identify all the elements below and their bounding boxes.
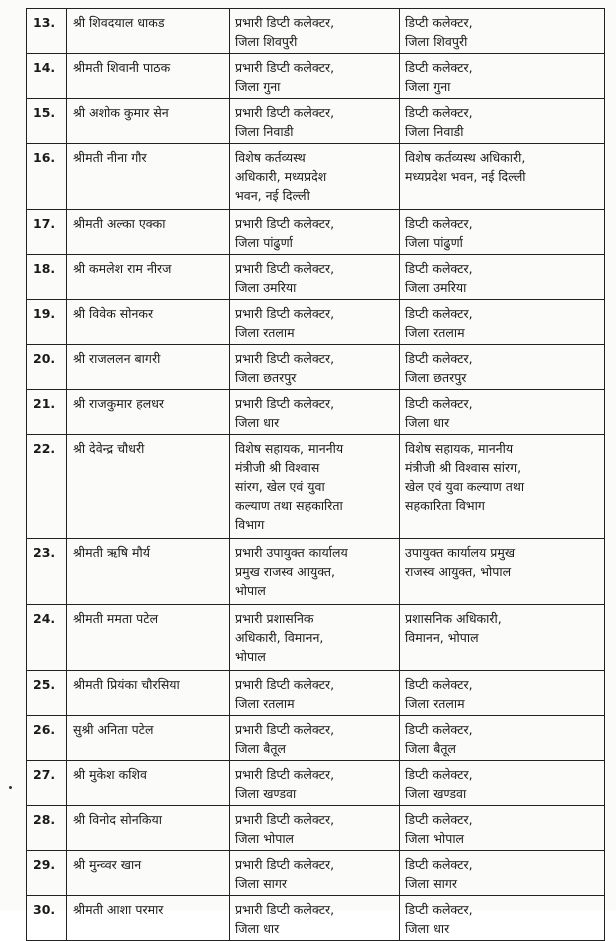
serial-number-cell: 15.	[27, 99, 67, 144]
officer-name-cell: श्रीमती आशा परमार	[67, 896, 230, 941]
officer-name-cell: श्री विनोद सोनकिया	[67, 806, 230, 851]
new-posting-cell: डिप्टी कलेक्टर, जिला बैतूल	[400, 716, 605, 761]
table-row	[27, 851, 605, 896]
posting-table	[26, 8, 605, 941]
new-posting-cell: डिप्टी कलेक्टर, जिला निवाडी	[400, 99, 605, 144]
officer-name-cell: श्रीमती नीना गौर	[67, 144, 230, 210]
current-posting-cell: प्रभारी उपायुक्त कार्यालय प्रमुख राजस्व आयुक्त, भोपाल	[230, 539, 400, 605]
officer-name-cell: श्री मुकेश कशिव	[67, 761, 230, 806]
serial-number-cell: 18.	[27, 255, 67, 300]
officer-name-cell: सुश्री अनिता पटेल	[67, 716, 230, 761]
new-posting-cell: डिप्टी कलेक्टर, जिला धार	[400, 896, 605, 941]
table-row	[27, 210, 605, 255]
new-posting-cell: डिप्टी कलेक्टर, जिला उमरिया	[400, 255, 605, 300]
current-posting-cell: प्रभारी डिप्टी कलेक्टर, जिला रतलाम	[230, 671, 400, 716]
current-posting-cell: प्रभारी डिप्टी कलेक्टर, जिला धार	[230, 390, 400, 435]
new-posting-cell: विशेष सहायक, माननीय मंत्रीजी श्री विश्वास सांरग, खेल एवं युवा कल्याण तथा सहकारिता विभाग	[400, 435, 605, 539]
current-posting-cell: प्रभारी डिप्टी कलेक्टर, जिला धार	[230, 896, 400, 941]
officer-name-cell: श्रीमती अल्का एक्का	[67, 210, 230, 255]
current-posting-cell: प्रभारी डिप्टी कलेक्टर, जिला छतरपुर	[230, 345, 400, 390]
serial-number-cell: 14.	[27, 54, 67, 99]
officer-name-cell: श्री राजललन बागरी	[67, 345, 230, 390]
officer-name-cell: श्रीमती शिवानी पाठक	[67, 54, 230, 99]
officer-name-cell: श्री देवेन्द्र चौधरी	[67, 435, 230, 539]
current-posting-cell: प्रभारी डिप्टी कलेक्टर, जिला शिवपुरी	[230, 9, 400, 54]
table-row	[27, 716, 605, 761]
new-posting-cell: प्रशासनिक अधिकारी, विमानन, भोपाल	[400, 605, 605, 671]
table-row	[27, 300, 605, 345]
new-posting-cell: डिप्टी कलेक्टर, जिला भोपाल	[400, 806, 605, 851]
current-posting-cell: प्रभारी डिप्टी कलेक्टर, जिला खण्डवा	[230, 761, 400, 806]
new-posting-cell: डिप्टी कलेक्टर, जिला पांढुर्णा	[400, 210, 605, 255]
officer-name-cell: श्रीमती ममता पटेल	[67, 605, 230, 671]
serial-number-cell: 22.	[27, 435, 67, 539]
serial-number-cell: 29.	[27, 851, 67, 896]
current-posting-cell: प्रभारी प्रशासनिक अधिकारी, विमानन, भोपाल	[230, 605, 400, 671]
current-posting-cell: प्रभारी डिप्टी कलेक्टर, जिला बैतूल	[230, 716, 400, 761]
current-posting-cell: प्रभारी डिप्टी कलेक्टर, जिला रतलाम	[230, 300, 400, 345]
table-row	[27, 435, 605, 539]
table-row	[27, 671, 605, 716]
new-posting-cell: डिप्टी कलेक्टर, जिला शिवपुरी	[400, 9, 605, 54]
serial-number-cell: 17.	[27, 210, 67, 255]
serial-number-cell: 20.	[27, 345, 67, 390]
officer-name-cell: श्री मुन्व्वर खान	[67, 851, 230, 896]
scan-speck	[9, 786, 12, 789]
officer-name-cell: श्री राजकुमार हलधर	[67, 390, 230, 435]
table-row	[27, 255, 605, 300]
table-row	[27, 896, 605, 941]
table-row	[27, 345, 605, 390]
serial-number-cell: 23.	[27, 539, 67, 605]
table-row	[27, 54, 605, 99]
current-posting-cell: विशेष कर्तव्यस्थ अधिकारी, मध्यप्रदेश भवन, नई दिल्ली	[230, 144, 400, 210]
current-posting-cell: प्रभारी डिप्टी कलेक्टर, जिला गुना	[230, 54, 400, 99]
serial-number-cell: 30.	[27, 896, 67, 941]
new-posting-cell: डिप्टी कलेक्टर, जिला खण्डवा	[400, 761, 605, 806]
officer-name-cell: श्री अशोक कुमार सेन	[67, 99, 230, 144]
serial-number-cell: 21.	[27, 390, 67, 435]
new-posting-cell: डिप्टी कलेक्टर, जिला रतलाम	[400, 671, 605, 716]
new-posting-cell: डिप्टी कलेक्टर, जिला धार	[400, 390, 605, 435]
table-row	[27, 390, 605, 435]
current-posting-cell: प्रभारी डिप्टी कलेक्टर, जिला निवाडी	[230, 99, 400, 144]
serial-number-cell: 28.	[27, 806, 67, 851]
officer-name-cell: श्री कमलेश राम नीरज	[67, 255, 230, 300]
table-row	[27, 605, 605, 671]
current-posting-cell: विशेष सहायक, माननीय मंत्रीजी श्री विश्वास सांरग, खेल एवं युवा कल्याण तथा सहकारिता विभाग	[230, 435, 400, 539]
serial-number-cell: 19.	[27, 300, 67, 345]
new-posting-cell: डिप्टी कलेक्टर, जिला सागर	[400, 851, 605, 896]
serial-number-cell: 13.	[27, 9, 67, 54]
serial-number-cell: 25.	[27, 671, 67, 716]
posting-table-body	[27, 9, 605, 941]
officer-name-cell: श्रीमती प्रियंका चौरसिया	[67, 671, 230, 716]
table-row	[27, 9, 605, 54]
new-posting-cell: डिप्टी कलेक्टर, जिला गुना	[400, 54, 605, 99]
current-posting-cell: प्रभारी डिप्टी कलेक्टर, जिला पांढुर्णा	[230, 210, 400, 255]
current-posting-cell: प्रभारी डिप्टी कलेक्टर, जिला उमरिया	[230, 255, 400, 300]
serial-number-cell: 27.	[27, 761, 67, 806]
new-posting-cell: डिप्टी कलेक्टर, जिला रतलाम	[400, 300, 605, 345]
officer-name-cell: श्री शिवदयाल धाकड	[67, 9, 230, 54]
officer-name-cell: श्री विवेक सोनकर	[67, 300, 230, 345]
new-posting-cell: डिप्टी कलेक्टर, जिला छतरपुर	[400, 345, 605, 390]
serial-number-cell: 26.	[27, 716, 67, 761]
new-posting-cell: विशेष कर्तव्यस्थ अधिकारी, मध्यप्रदेश भवन, नई दिल्ली	[400, 144, 605, 210]
table-row	[27, 761, 605, 806]
table-row	[27, 144, 605, 210]
serial-number-cell: 24.	[27, 605, 67, 671]
new-posting-cell: उपायुक्त कार्यालय प्रमुख राजस्व आयुक्त, भोपाल	[400, 539, 605, 605]
current-posting-cell: प्रभारी डिप्टी कलेक्टर, जिला सागर	[230, 851, 400, 896]
current-posting-cell: प्रभारी डिप्टी कलेक्टर, जिला भोपाल	[230, 806, 400, 851]
serial-number-cell: 16.	[27, 144, 67, 210]
table-row	[27, 806, 605, 851]
table-row	[27, 539, 605, 605]
table-row	[27, 99, 605, 144]
officer-name-cell: श्रीमती ऋषि मौर्य	[67, 539, 230, 605]
